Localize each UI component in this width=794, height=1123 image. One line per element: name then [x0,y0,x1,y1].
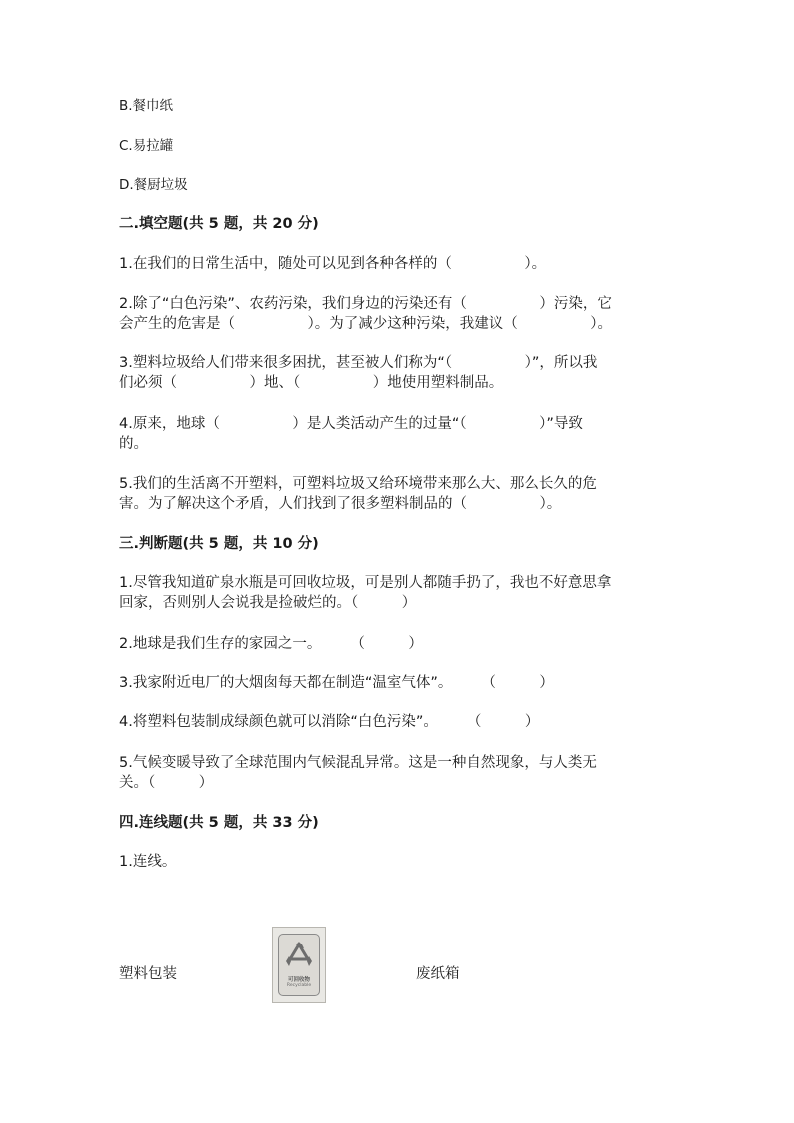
option-b: B.餐巾纸 [119,98,174,114]
judge-q1-line2: 回家，否则别人会说我是捡破烂的。（ ） [119,595,417,611]
section-heading-match: 四.连线题(共 5 题，共 33 分) [119,815,319,831]
section-heading-fill-blank: 二.填空题(共 5 题，共 20 分) [119,216,319,232]
recycle-icon [283,941,315,971]
judge-q3: 3.我家附近电厂的大烟囱每天都在制造“温室气体”。 （ ） [119,675,554,691]
fill-q2-line2: 会产生的危害是（ ）。为了减少这种污染，我建议（ ）。 [119,316,612,332]
bin-label-en: Recyclable [286,983,312,988]
option-c: C.易拉罐 [119,138,174,154]
fill-q3-line1: 3.塑料垃圾给人们带来很多困扰，甚至被人们称为“（ ）”，所以我 [119,355,598,371]
bin-label-zh: 可回收物 [287,977,310,983]
fill-q1: 1.在我们的日常生活中，随处可以见到各种各样的（ ）。 [119,256,547,272]
recyclable-sign [278,934,320,996]
fill-q2-line1: 2.除了“白色污染”、农药污染，我们身边的污染还有（ ）污染，它 [119,296,612,312]
match-q1: 1.连线。 [119,854,177,870]
fill-q4-line1: 4.原来，地球（ ）是人类活动产生的过量“（ ）”导致 [119,416,583,432]
judge-q4: 4.将塑料包装制成绿颜色就可以消除“白色污染”。 （ ） [119,714,540,730]
judge-q1-line1: 1.尽管我知道矿泉水瓶是可回收垃圾，可是别人都随手扔了，我也不好意思拿 [119,575,612,591]
match-left-item: 塑料包装 [119,966,177,982]
option-d: D.餐厨垃圾 [119,177,188,193]
section-heading-judge: 三.判断题(共 5 题，共 10 分) [119,536,319,552]
fill-q5-line2: 害。为了解决这个矛盾，人们找到了很多塑料制品的（ ）。 [119,496,562,512]
judge-q5-line2: 关。（ ） [119,775,214,791]
recyclable-bin-image [272,927,326,1003]
match-right-item: 废纸箱 [416,966,460,982]
judge-q2: 2.地球是我们生存的家园之一。 （ ） [119,636,423,652]
fill-q5-line1: 5.我们的生活离不开塑料，可塑料垃圾又给环境带来那么大、那么长久的危 [119,476,597,492]
fill-q4-line2: 的。 [119,436,148,452]
fill-q3-line2: 们必须（ ）地、（ ）地使用塑料制品。 [119,375,504,391]
judge-q5-line1: 5.气候变暖导致了全球范围内气候混乱异常。这是一种自然现象，与人类无 [119,755,597,771]
